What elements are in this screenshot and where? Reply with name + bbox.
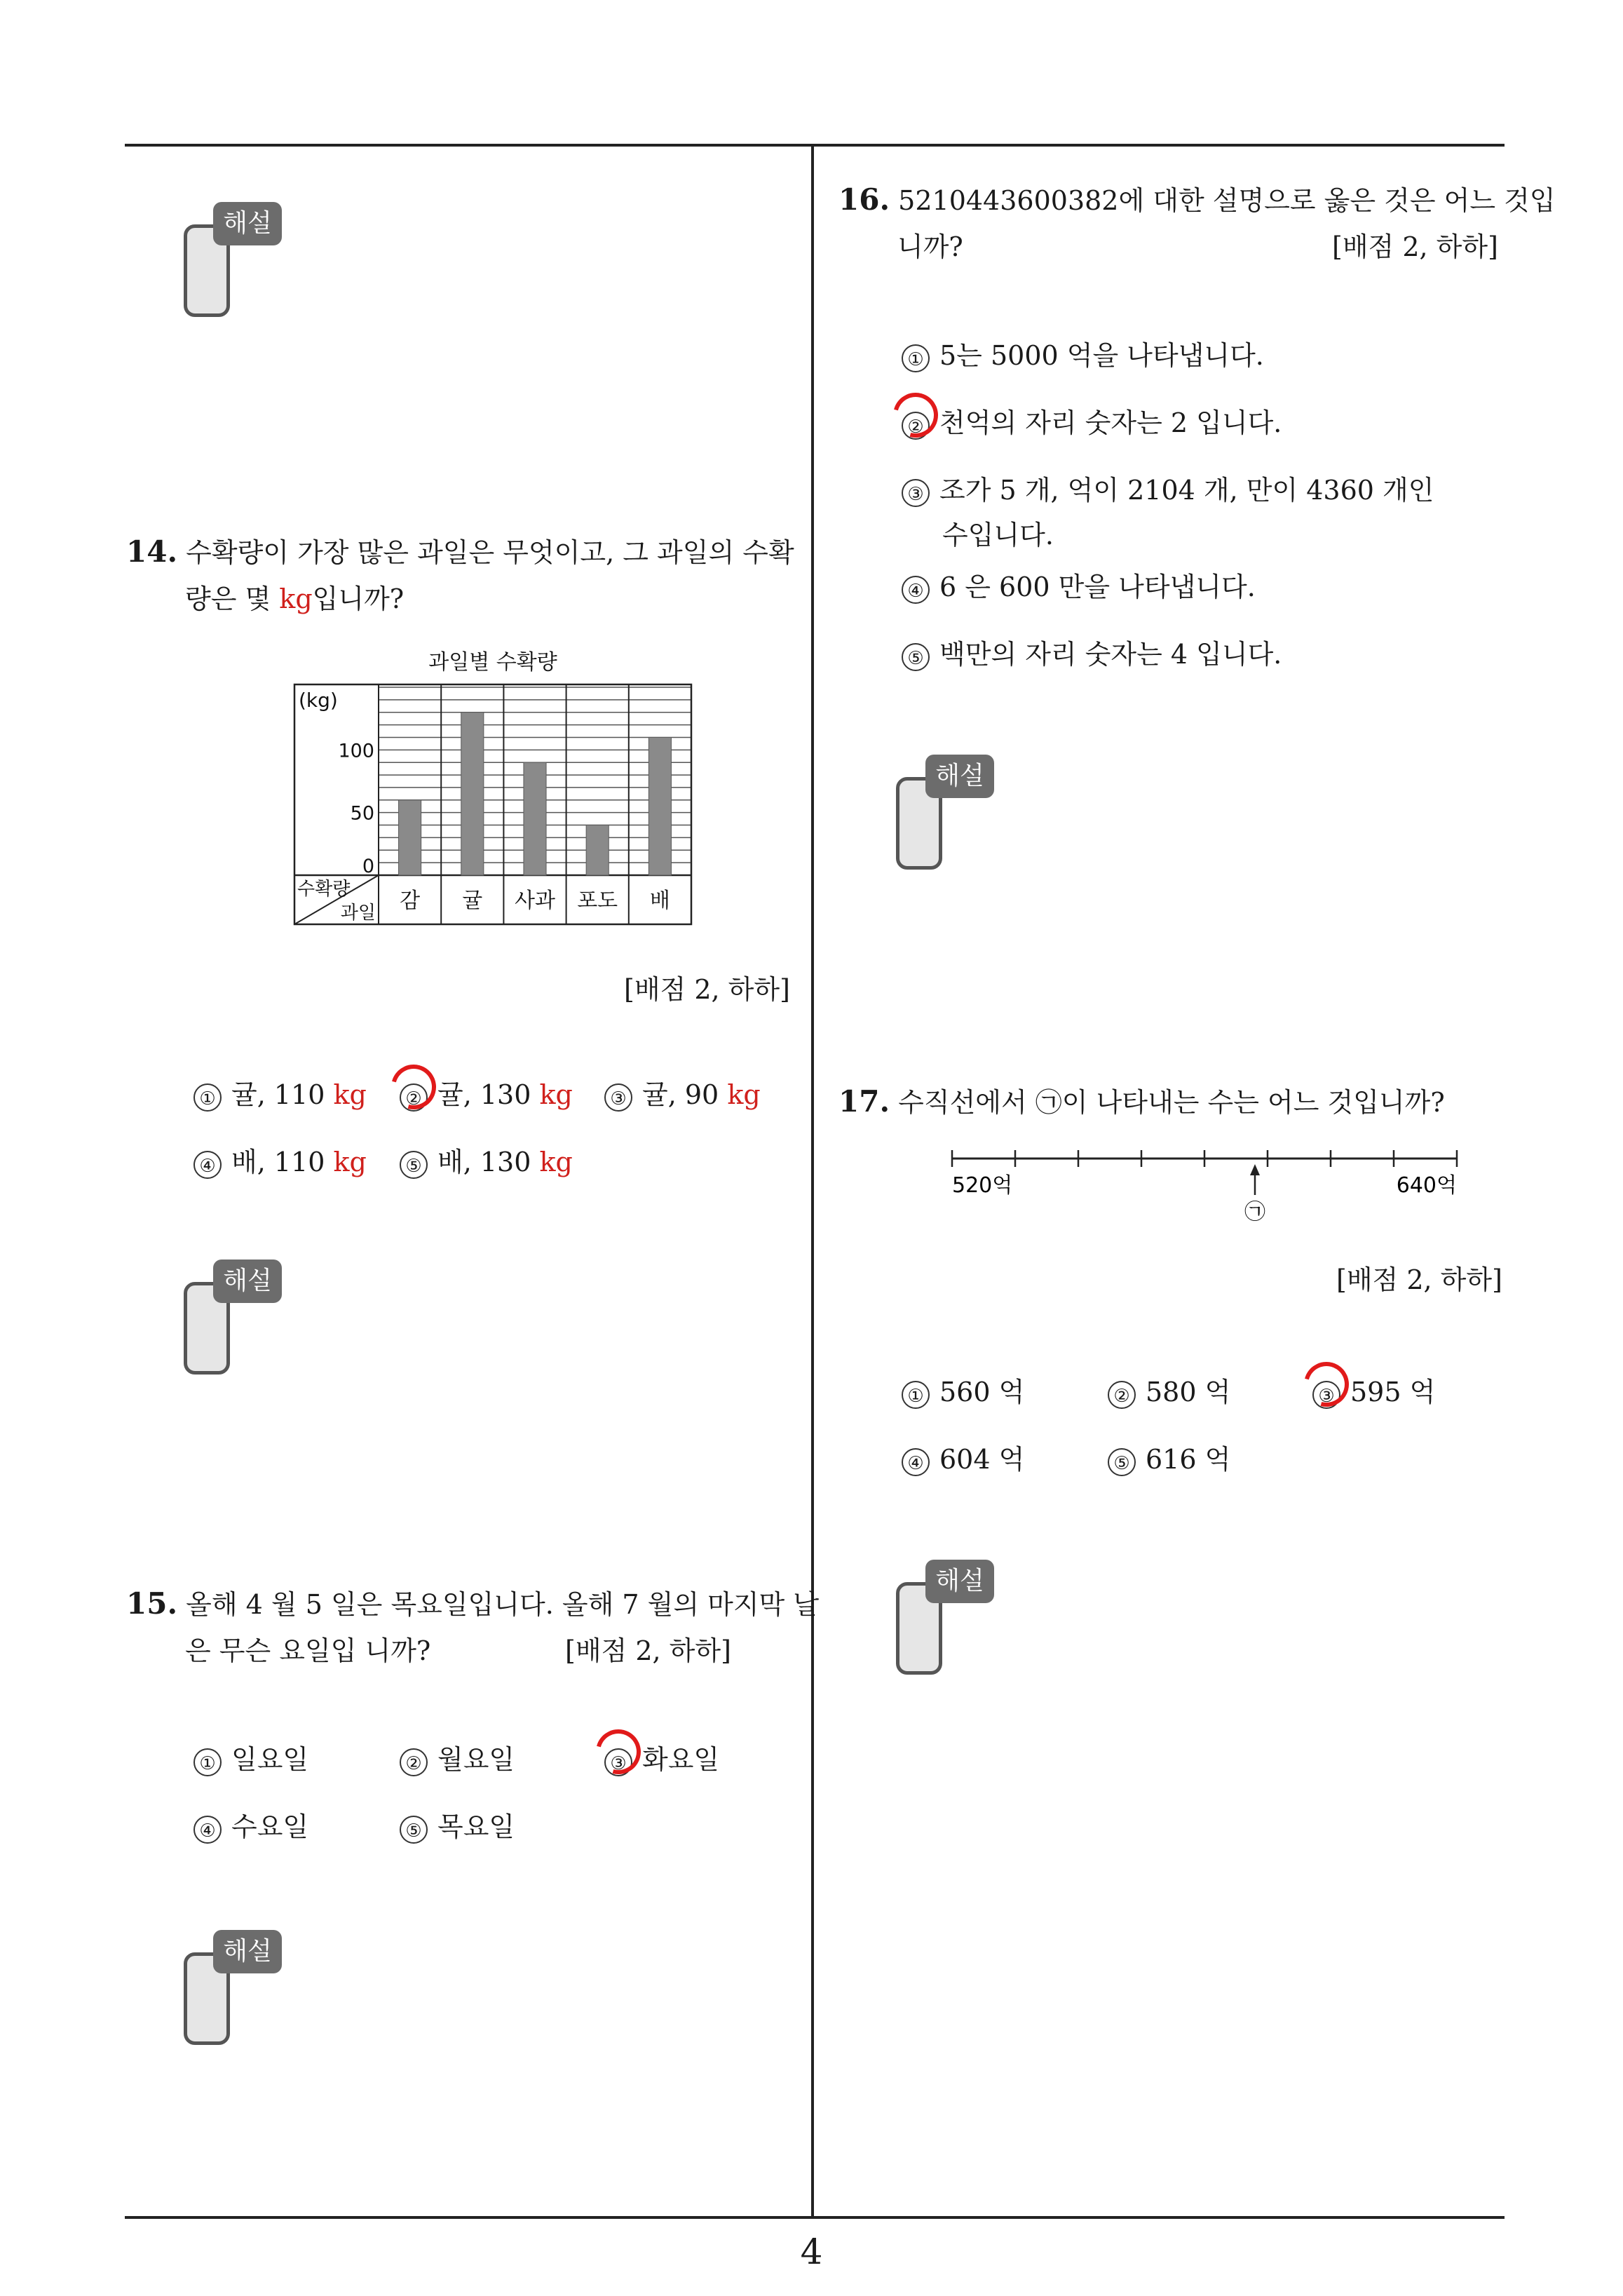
question-15 — [126, 1581, 820, 1674]
top-rule — [125, 144, 1505, 147]
question-16 — [838, 177, 1556, 270]
option-marker: ② — [1108, 1381, 1136, 1409]
q15-option-5[interactable] — [400, 1805, 515, 1844]
option-text: 수요일 — [231, 1811, 309, 1842]
explanation-badge: 해설 — [925, 755, 994, 798]
explanation-badge: 해설 — [925, 1560, 994, 1603]
option-text: 배, 130 — [437, 1147, 540, 1177]
q16-option-3-continued — [942, 513, 1054, 552]
chart-svg — [293, 642, 693, 927]
page-number: 4 — [800, 2231, 823, 2272]
option-text: 귤, 110 — [231, 1079, 334, 1110]
q17-option-1[interactable] — [902, 1370, 1024, 1409]
question-text-line1: 수직선에서 ㉠이 나타내는 수는 어느 것입니까? — [898, 1087, 1445, 1118]
q17-option-5[interactable] — [1108, 1438, 1230, 1476]
chart-category-label: 귤 — [462, 889, 483, 913]
question-17 — [838, 1079, 1505, 1126]
option-marker: ③ — [604, 1083, 632, 1112]
option-text: 5는 5000 억을 나타냅니다. — [939, 340, 1264, 371]
option-marker: ① — [193, 1083, 222, 1112]
chart-title: 과일별 수확량 — [428, 650, 557, 675]
score-label: [배점 2, 하하] — [624, 974, 790, 1005]
chart-category-label: 감 — [400, 889, 421, 913]
number-line-left-label: 520억 — [952, 1173, 1013, 1198]
number-line-marker-label: ㉠ — [1244, 1200, 1265, 1224]
q14-option-1[interactable] — [193, 1073, 367, 1112]
score-label: [배점 2, 하하] — [1332, 231, 1498, 262]
bottom-rule — [125, 2216, 1505, 2219]
question-number: 14. — [126, 534, 178, 569]
option-text: 580 억 — [1146, 1377, 1231, 1407]
q14-option-3[interactable] — [604, 1073, 761, 1112]
question-number: 16. — [838, 182, 890, 217]
option-marker: ① — [193, 1748, 222, 1776]
option-text: 화요일 — [642, 1744, 720, 1775]
option-unit: kg — [539, 1079, 573, 1110]
option-marker: ② — [400, 1083, 428, 1112]
option-text: 백만의 자리 숫자는 4 입니다. — [939, 639, 1282, 670]
option-unit: kg — [333, 1147, 367, 1177]
q16-option-2[interactable] — [902, 401, 1282, 440]
option-text: 수입니다. — [942, 520, 1054, 551]
option-marker: ③ — [1312, 1381, 1340, 1409]
number-line — [939, 1136, 1472, 1227]
q15-option-4[interactable] — [193, 1805, 308, 1844]
question-text-line2-end: 입니까? — [312, 583, 405, 614]
q16-option-1[interactable] — [902, 334, 1264, 372]
number-line-svg — [939, 1136, 1472, 1227]
chart-category-label: 사과 — [515, 889, 555, 913]
chart-y-tick-label: 50 — [350, 802, 374, 825]
option-text: 목요일 — [437, 1811, 515, 1842]
option-unit: kg — [333, 1079, 367, 1110]
q17-option-4[interactable] — [902, 1438, 1024, 1476]
column-divider — [811, 145, 814, 2217]
option-marker: ③ — [604, 1748, 632, 1776]
option-text: 귤, 130 — [437, 1079, 540, 1110]
score-label: [배점 2, 하하] — [565, 1635, 731, 1666]
chart-category-label: 배 — [649, 889, 670, 913]
option-marker: ④ — [193, 1816, 222, 1844]
question-text-line2: 은 무슨 요일입 니까? — [185, 1635, 431, 1666]
q14-option-5[interactable] — [400, 1140, 573, 1179]
option-text: 560 억 — [939, 1377, 1025, 1407]
chart-bar — [524, 762, 546, 875]
q14-option-4[interactable] — [193, 1140, 367, 1179]
number-line-arrow-head — [1250, 1164, 1260, 1175]
option-marker: ④ — [193, 1151, 222, 1179]
number-line-right-label: 640억 — [1396, 1173, 1457, 1198]
option-marker: ④ — [902, 1448, 930, 1476]
q16-option-3[interactable] — [902, 468, 1434, 507]
option-text: 조가 5 개, 억이 2104 개, 만이 4360 개인 — [939, 475, 1434, 506]
option-marker: ③ — [902, 479, 930, 507]
option-text: 귤, 90 — [642, 1079, 728, 1110]
q15-option-2[interactable] — [400, 1738, 515, 1776]
chart-corner-top-label: 수확량 — [297, 879, 351, 900]
q17-option-2[interactable] — [1108, 1370, 1230, 1409]
question-text-line1: 5210443600382에 대한 설명으로 옳은 것은 어느 것입 — [898, 185, 1556, 216]
chart-y-axis-label: (kg) — [299, 689, 338, 712]
option-text: 일요일 — [231, 1744, 309, 1775]
question-number: 17. — [838, 1084, 890, 1119]
option-text: 배, 110 — [231, 1147, 334, 1177]
unit-kg: kg — [279, 583, 313, 614]
chart-bar — [399, 800, 421, 875]
chart-category-label: 포도 — [577, 889, 618, 913]
option-text: 월요일 — [437, 1744, 515, 1775]
option-unit: kg — [539, 1147, 573, 1177]
question-number: 15. — [126, 1586, 178, 1621]
harvest-bar-chart — [293, 642, 693, 927]
option-text: 616 억 — [1146, 1444, 1231, 1475]
option-marker: ① — [902, 1381, 930, 1409]
chart-y-tick-label: 100 — [338, 740, 374, 762]
chart-bar — [586, 825, 609, 875]
chart-y-tick-label: 0 — [362, 856, 374, 877]
option-marker: ⑤ — [400, 1151, 428, 1179]
option-marker: ② — [902, 412, 930, 440]
option-marker: ⑤ — [1108, 1448, 1136, 1476]
explanation-badge: 해설 — [213, 1930, 282, 1973]
explanation-badge: 해설 — [213, 1260, 282, 1303]
option-marker: ② — [400, 1748, 428, 1776]
q16-option-5[interactable] — [902, 633, 1282, 671]
question-text-line2: 니까? — [897, 231, 963, 262]
question-text-line2: 량은 몇 — [185, 583, 280, 614]
option-marker: ④ — [902, 576, 930, 604]
option-marker: ① — [902, 344, 930, 372]
option-text: 595 억 — [1350, 1377, 1436, 1407]
option-text: 6 은 600 만을 나타냅니다. — [939, 572, 1256, 602]
question-text-line1: 수확량이 가장 많은 과일은 무엇이고, 그 과일의 수확 — [186, 537, 794, 568]
q16-option-4[interactable] — [902, 565, 1256, 604]
option-text: 천억의 자리 숫자는 2 입니다. — [939, 407, 1282, 438]
option-marker: ⑤ — [902, 643, 930, 671]
question-text-line1: 올해 4 월 5 일은 목요일입니다. 올해 7 월의 마지막 날 — [186, 1589, 820, 1620]
option-marker: ⑤ — [400, 1816, 428, 1844]
chart-corner-bottom-label: 과일 — [340, 903, 376, 924]
explanation-badge: 해설 — [213, 202, 282, 245]
chart-bar — [648, 737, 671, 875]
option-unit: kg — [727, 1079, 761, 1110]
q15-option-1[interactable] — [193, 1738, 308, 1776]
option-text: 604 억 — [939, 1444, 1025, 1475]
score-label: [배점 2, 하하] — [1336, 1264, 1502, 1295]
chart-bar — [461, 713, 484, 875]
question-14 — [126, 529, 813, 622]
